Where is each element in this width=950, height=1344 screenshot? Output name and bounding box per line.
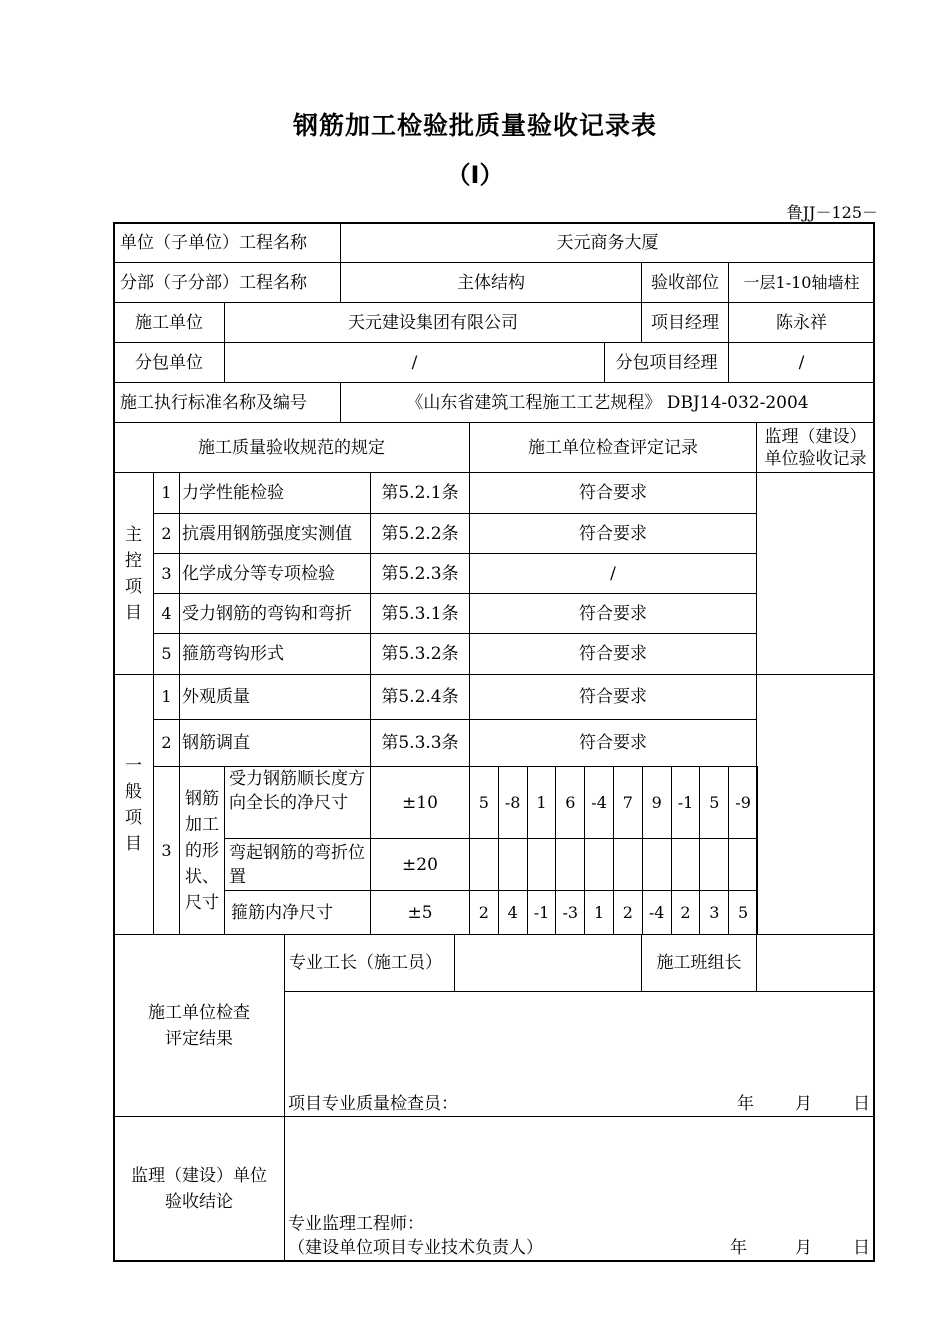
supervisor-header-line2: 单位验收记录 xyxy=(764,448,867,469)
measurement-value xyxy=(584,838,614,891)
measurement-value xyxy=(498,838,528,891)
general-item-no: 2 xyxy=(153,719,180,767)
engineer-label: 专业监理工程师： xyxy=(288,1214,424,1234)
main-item-clause: 第5.2.1条 xyxy=(370,472,470,514)
check-column-header: 施工单位检查评定记录 xyxy=(469,422,757,473)
supervisor-general-cell xyxy=(756,674,875,935)
measure-tolerance: ±10 xyxy=(370,766,470,839)
supervisor-header-line1: 监理（建设） xyxy=(764,426,867,447)
measurement-value: -8 xyxy=(498,766,528,839)
measurement-value: -1 xyxy=(527,890,557,935)
measurement-value: 2 xyxy=(469,890,499,935)
main-item-clause: 第5.3.2条 xyxy=(370,633,470,675)
measurement-value xyxy=(613,838,643,891)
main-item-clause: 第5.3.1条 xyxy=(370,593,470,634)
main-item-name: 箍筋弯钩形式 xyxy=(179,633,371,675)
shape-size-group-label: 钢筋加工的形状、尺寸 xyxy=(179,766,225,935)
measurement-value: -1 xyxy=(671,766,701,839)
measure-item-name: 受力钢筋顺长度方向全长的净尺寸 xyxy=(224,766,371,839)
unit-label: 单位（子单位）工程名称 xyxy=(113,222,341,263)
measurement-value xyxy=(469,838,499,891)
measure-tolerance: ±5 xyxy=(370,890,470,935)
general-item-result: 符合要求 xyxy=(469,674,757,720)
general-item-name: 外观质量 xyxy=(179,674,371,720)
measurement-value: 1 xyxy=(527,766,557,839)
supervisor-result-label: 监理（建设）单位 验收结论 xyxy=(113,1116,285,1262)
acceptance-part-label: 验收部位 xyxy=(641,262,729,303)
general-item-name: 钢筋调直 xyxy=(179,719,371,767)
main-item-no: 5 xyxy=(153,633,180,675)
measurement-value: 2 xyxy=(613,890,643,935)
pm-value: 陈永祥 xyxy=(728,302,875,343)
measurement-value: -4 xyxy=(584,766,614,839)
measurement-value: 4 xyxy=(498,890,528,935)
inspector-label: 项目专业质量检查员： xyxy=(288,1094,458,1114)
main-item-result: 符合要求 xyxy=(469,593,757,634)
main-item-no: 4 xyxy=(153,593,180,634)
measurement-value: 3 xyxy=(699,890,729,935)
main-item-clause: 第5.2.2条 xyxy=(370,513,470,554)
supervisor-column-header xyxy=(756,422,875,473)
standard-value: 《山东省建筑工程施工工艺规程》 DBJ14-032-2004 xyxy=(340,382,875,423)
measurement-value: -9 xyxy=(728,766,758,839)
measurement-value xyxy=(728,838,758,891)
acceptance-part-value: 一层1-10轴墙柱 xyxy=(728,262,875,303)
division-value: 主体结构 xyxy=(340,262,642,303)
main-control-label: 主 控 项 目 xyxy=(113,472,154,675)
main-item-clause: 第5.2.3条 xyxy=(370,553,470,594)
measurement-value: 9 xyxy=(642,766,672,839)
main-item-result: 符合要求 xyxy=(469,513,757,554)
foreman-signature-field[interactable] xyxy=(454,934,642,992)
form-code: 鲁JJ－125－ xyxy=(786,203,878,222)
measurement-value: -3 xyxy=(555,890,585,935)
measurement-value xyxy=(555,838,585,891)
general-item-no: 3 xyxy=(153,766,180,935)
general-item-result: 符合要求 xyxy=(469,719,757,767)
general-item-no: 1 xyxy=(153,674,180,720)
year-label: 年 xyxy=(737,1094,754,1114)
measurement-value: 5 xyxy=(728,890,758,935)
measurement-value: 1 xyxy=(584,890,614,935)
measurement-value xyxy=(699,838,729,891)
contractor-result-label: 施工单位检查 评定结果 xyxy=(113,934,285,1117)
general-item-clause: 第5.3.3条 xyxy=(370,719,470,767)
pm-label: 项目经理 xyxy=(641,302,729,343)
main-item-result: 符合要求 xyxy=(469,633,757,675)
measurement-value: 2 xyxy=(671,890,701,935)
page-subtitle: （Ⅰ） xyxy=(446,161,504,189)
contractor-label: 施工单位 xyxy=(113,302,225,343)
day-label: 日 xyxy=(853,1238,870,1258)
year-label: 年 xyxy=(730,1238,747,1258)
measurement-value: 5 xyxy=(699,766,729,839)
measurement-value: 5 xyxy=(469,766,499,839)
sub-label: 分包单位 xyxy=(113,342,225,383)
unit-value: 天元商务大厦 xyxy=(340,222,875,263)
measure-item-name: 箍筋内净尺寸 xyxy=(224,890,371,935)
general-item-clause: 第5.2.4条 xyxy=(370,674,470,720)
measurement-value xyxy=(671,838,701,891)
main-item-name: 受力钢筋的弯钩和弯折 xyxy=(179,593,371,634)
measurement-value xyxy=(642,838,672,891)
sub-pm-value: / xyxy=(728,342,875,383)
main-item-name: 化学成分等专项检验 xyxy=(179,553,371,594)
measurement-value xyxy=(527,838,557,891)
main-item-name: 抗震用钢筋强度实测值 xyxy=(179,513,371,554)
sub-value: / xyxy=(224,342,605,383)
general-label: 一 般 项 目 xyxy=(113,674,154,935)
spec-column-header: 施工质量验收规范的规定 xyxy=(113,422,470,473)
division-label: 分部（子分部）工程名称 xyxy=(113,262,341,303)
standard-label: 施工执行标准名称及编号 xyxy=(113,382,341,423)
measurement-value: 6 xyxy=(555,766,585,839)
measure-tolerance: ±20 xyxy=(370,838,470,891)
measurement-value: 7 xyxy=(613,766,643,839)
sub-pm-label: 分包项目经理 xyxy=(604,342,729,383)
main-item-no: 2 xyxy=(153,513,180,554)
foreman-label: 专业工长（施工员） xyxy=(284,934,455,992)
page-title: 钢筋加工检验批质量验收记录表 xyxy=(292,111,657,140)
month-label: 月 xyxy=(795,1238,812,1258)
team-leader-signature-field[interactable] xyxy=(756,934,875,992)
contractor-value: 天元建设集团有限公司 xyxy=(224,302,642,343)
main-item-result: 符合要求 xyxy=(469,472,757,514)
main-item-no: 3 xyxy=(153,553,180,594)
day-label: 日 xyxy=(853,1094,870,1114)
measurement-value: -4 xyxy=(642,890,672,935)
supervisor-main-cell xyxy=(756,472,875,675)
main-item-name: 力学性能检验 xyxy=(179,472,371,514)
main-item-no: 1 xyxy=(153,472,180,514)
main-item-result: / xyxy=(469,553,757,594)
month-label: 月 xyxy=(795,1094,812,1114)
measure-item-name: 弯起钢筋的弯折位置 xyxy=(224,838,371,891)
owner-label: （建设单位项目专业技术负责人） xyxy=(288,1238,543,1258)
team-leader-label: 施工班组长 xyxy=(641,934,757,992)
